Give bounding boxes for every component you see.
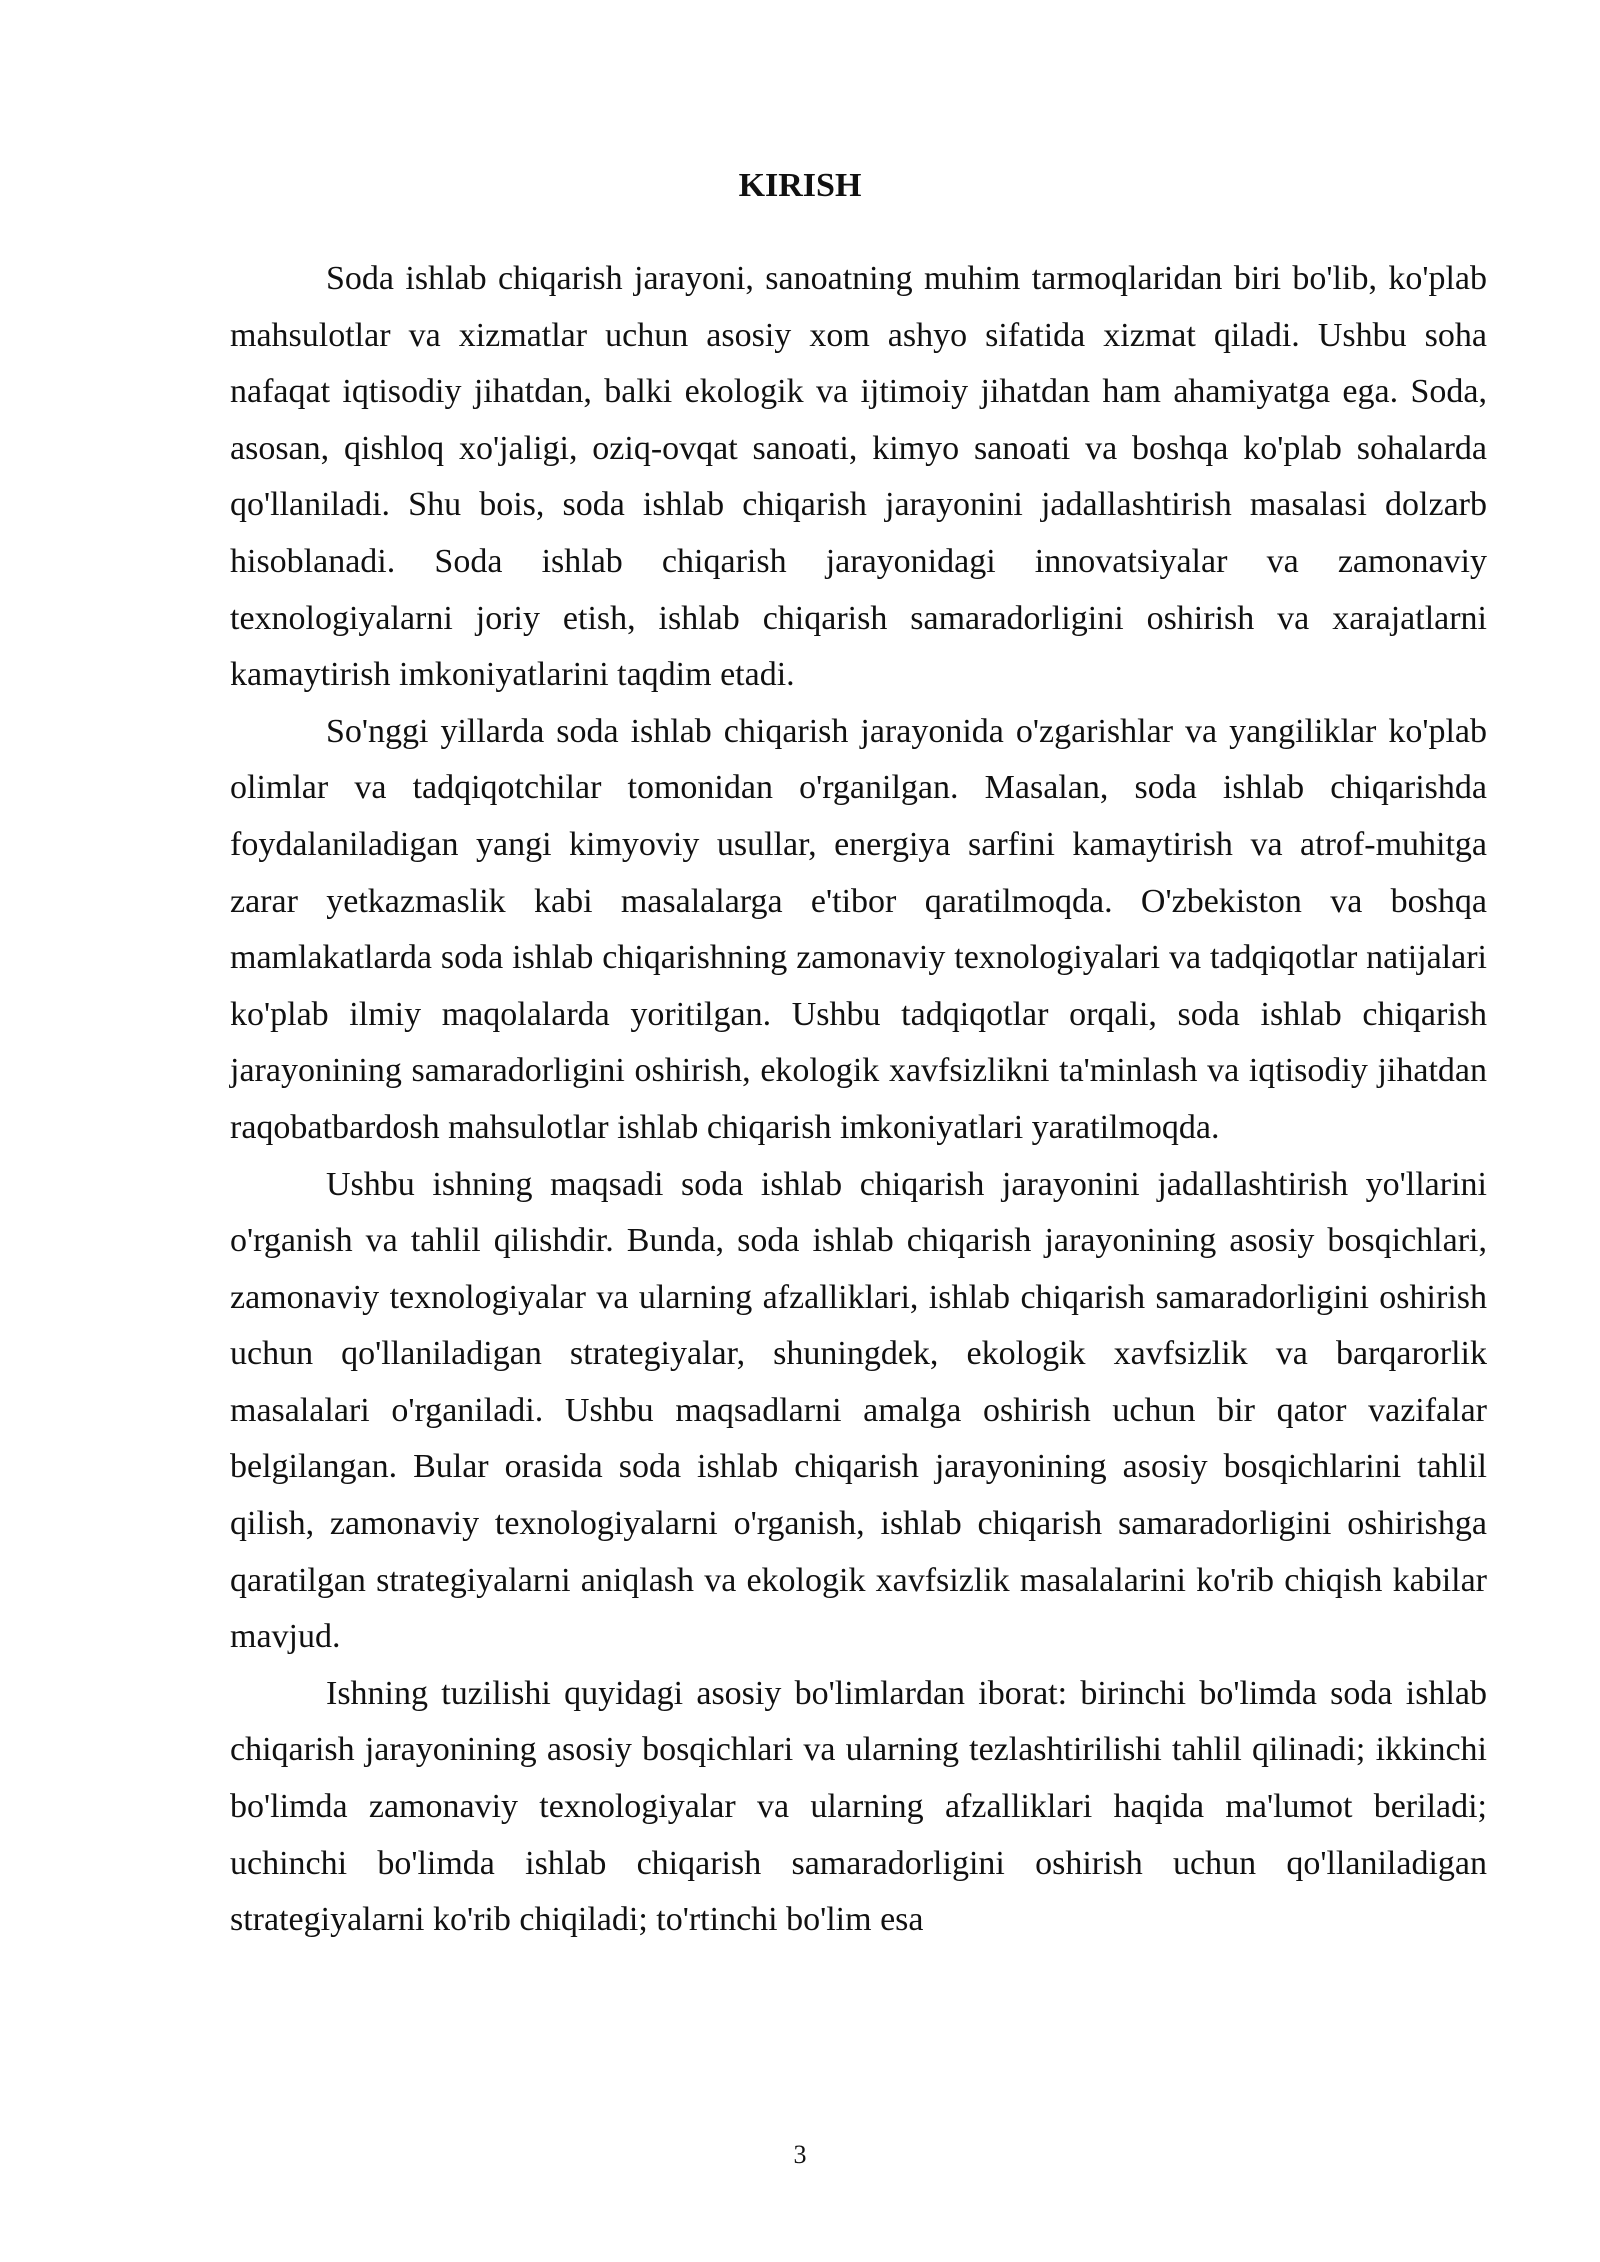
document-body [230, 251, 1487, 1949]
paragraph-3: Ushbu ishning maqsadi soda ishlab chiqarish jarayonini jadallashtirish yo'llarini o'rganish va tahlil qilishdir. Bunda, soda ishlab chiqarish jarayonining asosiy bosqichlari, zamonaviy texnologiyalar va ularning afzalliklari, ishlab chiqarish samaradorligini oshirish uchun qo'llaniladigan strategiyalar, shuningdek, ekologik xavfsizlik va barqarorlik masalalari o'rganiladi. Ushbu maqsadlarni amalga oshirish uchun bir qator vazifalar belgilangan. Bular orasida soda ishlab chiqarish jarayonining asosiy bosqichlarini tahlil qilish, zamonaviy texnologiyalarni o'rganish, ishlab chiqarish samaradorligini oshirishga qaratilgan strategiyalarni aniqlash va ekologik xavfsizlik masalalarini ko'rib chiqish kabilar mavjud. [230, 1165, 1487, 1656]
paragraph-2: So'nggi yillarda soda ishlab chiqarish jarayonida o'zgarishlar va yangiliklar ko'plab olimlar va tadqiqotchilar tomonidan o'rganilgan. Masalan, soda ishlab chiqarishda foydalaniladigan yangi kimyoviy usullar, energiya sarfini kamaytirish va atrof-muhitga zarar yetkazmaslik kabi masalalarga e'tibor qaratilmoqda. O'zbekiston va boshqa mamlakatlarda soda ishlab chiqarishning zamonaviy texnologiyalari va tadqiqotlar natijalari ko'plab ilmiy maqolalarda yoritilgan. Ushbu tadqiqotlar orqali, soda ishlab chiqarish jarayonining samaradorligini oshirish, ekologik xavfsizlikni ta'minlash va iqtisodiy jihatdan raqobatbardosh mahsulotlar ishlab chiqarish imkoniyatlari yaratilmoqda. [230, 712, 1487, 1146]
paragraph-4: Ishning tuzilishi quyidagi asosiy bo'limlardan iborat: birinchi bo'limda soda ishlab chiqarish jarayonining asosiy bosqichlari va ularning tezlashtirilishi tahlil qilinadi; ikkinchi bo'limda zamonaviy texnologiyalar va ularning afzalliklari haqida ma'lumot beriladi; uchinchi bo'limda ishlab chiqarish samaradorligini oshirish uchun qo'llaniladigan strategiyalarni ko'rib chiqiladi; to'rtinchi bo'lim esa [230, 1674, 1487, 1939]
page-title: KIRISH [738, 167, 862, 204]
paragraph-1: Soda ishlab chiqarish jarayoni, sanoatning muhim tarmoqlaridan biri bo'lib, ko'plab mahsulotlar va xizmatlar uchun asosiy xom ashyo sifatida xizmat qiladi. Ushbu soha nafaqat iqtisodiy jihatdan, balki ekologik va ijtimoiy jihatdan ham ahamiyatga ega. Soda, asosan, qishloq xo'jaligi, oziq-ovqat sanoati, kimyo sanoati va boshqa ko'plab sohalarda qo'llaniladi. Shu bois, soda ishlab chiqarish jarayonini jadallashtirish masalasi dolzarb hisoblanadi. Soda ishlab chiqarish jarayonidagi innovatsiyalar va zamonaviy texnologiyalarni joriy etish, ishlab chiqarish samaradorligini oshirish va xarajatlarni kamaytirish imkoniyatlarini taqdim etadi. [230, 260, 1487, 694]
page-number: 3 [793, 2140, 807, 2169]
